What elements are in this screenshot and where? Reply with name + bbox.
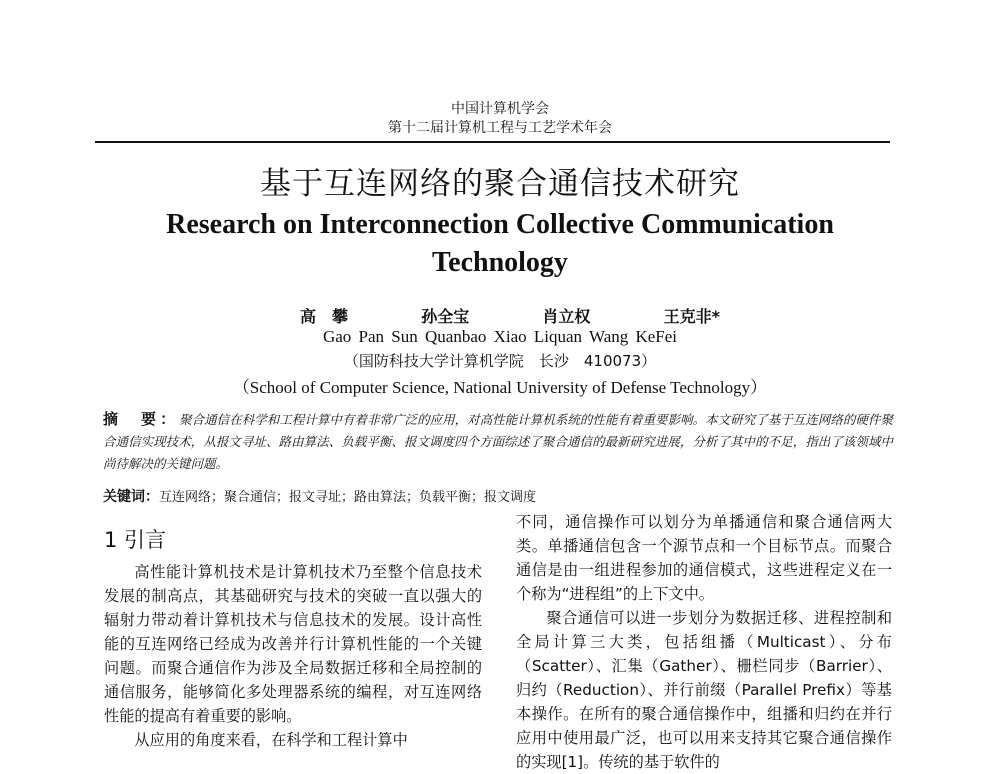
- affiliation-english: （School of Computer Science, National University of Defense Technology）: [232, 378, 768, 397]
- body-column-right: [516, 510, 892, 771]
- paragraph: 从应用的角度来看，在科学和工程计算中: [134, 731, 408, 749]
- paragraph: 不同，通信操作可以划分为单播通信和聚合通信两大类。单播通信包含一个源节点和一个目标节点。而聚合通信是由一组进程参加的通信模式，这些进程定义在一个称为“进程组”的上下文中。: [516, 513, 892, 603]
- abstract-text: 聚合通信在科学和工程计算中有着非常广泛的应用，对高性能计算机系统的性能有着重要影响。本文研究了基于互连网络的硬件聚合通信实现技术，从报文寻址、路由算法、负载平衡、报文调度四个方面综述了聚合通信的最新研究进展，分析了其中的不足，指出了该领域中尚待解决的关键问题。: [103, 412, 893, 471]
- title-chinese: 基于互连网络的聚合通信技术研究: [260, 166, 740, 202]
- paragraph: 聚合通信可以进一步划分为数据迁移、进程控制和全局计算三大类，包括组播（Multicast）、分布（Scatter）、汇集（Gather）、栅栏同步（Barrier）、归约（Reduction）、并行前缀（Parallel Prefix）等基本操作。在所有的聚合通信操作中，组播和归约在并行应用中使用最广泛，也可以用来支持其它聚合通信操作的实现[1]。传统的基于软件的: [516, 609, 892, 771]
- author-4: 王克非*: [663, 307, 720, 326]
- keywords-text: 互连网络；聚合通信；报文寻址；路由算法；负载平衡；报文调度: [159, 490, 537, 505]
- title-english: Research on Interconnection Collective Communication Technology: [166, 209, 834, 278]
- abstract-label: 摘 要：: [103, 410, 180, 428]
- organization-name: 中国计算机学会: [451, 101, 549, 117]
- section-heading: 1 引言: [104, 528, 167, 552]
- author-1: 高 攀: [300, 307, 349, 326]
- authors-chinese: [300, 304, 720, 327]
- conference-name: 第十二届计算机工程与工艺学术年会: [388, 120, 612, 136]
- author-2: 孙全宝: [421, 307, 470, 326]
- keywords: [103, 486, 893, 506]
- abstract: [103, 408, 893, 475]
- paragraph: 高性能计算机技术是计算机技术乃至整个信息技术发展的制高点，其基础研究与技术的突破一直以强大的辐射力带动着计算机技术与信息技术的发展。设计高性能的互连网络已经成为改善并行计算机性能的一个关键问题。而聚合通信作为涉及全局数据迁移和全局控制的通信服务，能够简化多处理器系统的编程，对互连网络性能的提高有着重要的影响。: [104, 563, 482, 725]
- body-column-left: [104, 560, 482, 760]
- author-3: 肖立权: [542, 307, 591, 326]
- authors-english: Gao Pan Sun Quanbao Xiao Liquan Wang KeFei: [322, 327, 678, 346]
- affiliation-chinese: （国防科技大学计算机学院 长沙 410073）: [343, 352, 657, 370]
- keywords-label: 关键词：: [103, 489, 159, 505]
- header-rule: [95, 141, 890, 143]
